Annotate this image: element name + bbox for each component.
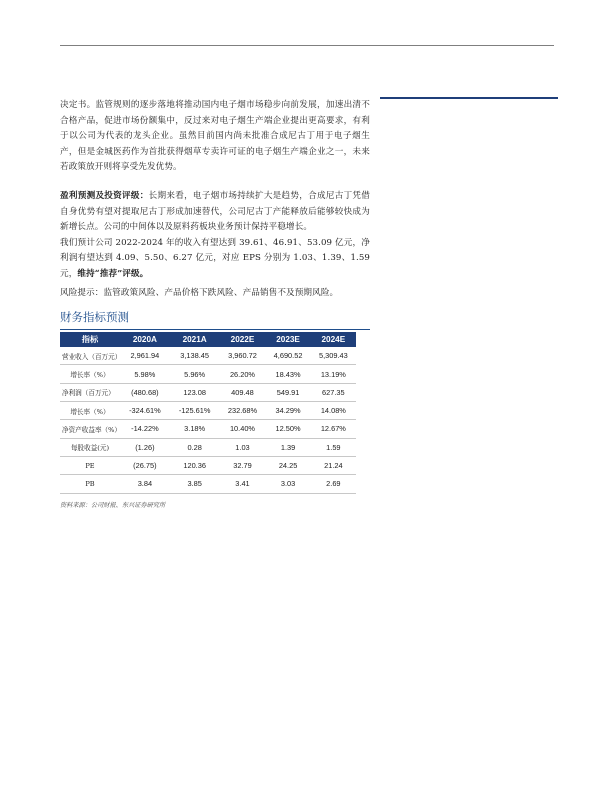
source-note: 资料来源：公司财报、东兴证券研究所 — [60, 501, 166, 509]
row-label: 每股收益(元) — [60, 438, 120, 456]
table-cell: 1.03 — [220, 438, 266, 456]
row-label: 净资产收益率（%） — [60, 420, 120, 438]
table-header-cell: 2022E — [220, 332, 266, 347]
report-body — [60, 98, 370, 509]
forecast-text: 长期来看，电子烟市场持续扩大是趋势，合成尼古丁凭借自身优势有望对提取尼古丁形成加速替代，公司尼古丁产能释放后能够较快成为新增长点。公司的中间体以及原料药板块业务预计保持平稳增长。 — [60, 190, 370, 233]
row-label: 增长率（%） — [60, 365, 120, 383]
table-cell: 14.08% — [311, 402, 356, 420]
table-row — [60, 475, 356, 493]
table-cell: 3.03 — [265, 475, 310, 493]
table-header-cell: 2021A — [170, 332, 220, 347]
table-cell: 5.96% — [170, 365, 220, 383]
paragraph-risk: 风险提示：监管政策风险、产品价格下跌风险、产品销售不及预期风险。 — [60, 287, 339, 298]
table-header-cell: 2023E — [265, 332, 310, 347]
table-row — [60, 402, 356, 420]
table-row — [60, 347, 356, 365]
table-cell: 3.18% — [170, 420, 220, 438]
table-cell: 26.20% — [220, 365, 266, 383]
section-title: 财务指标预测 — [60, 309, 370, 330]
table-cell: (26.75) — [120, 456, 170, 474]
paragraph-regulation: 决定书。监管规则的逐步落地将推动国内电子烟市场稳步向前发展，加速出清不合格产品，促进市场份额集中，反过来对电子烟生产端企业提出更高要求，有利于以公司为代表的龙头企业。虽然目前国内尚未批准合成尼古丁用于电子烟生产，但是金城医药作为首批获得烟草专卖许可证的电子烟生产端企业之一，未来若政策放开则将享受先发优势。 — [60, 100, 370, 173]
table-row — [60, 383, 356, 401]
table-cell: 120.36 — [170, 456, 220, 474]
table-cell: 3.84 — [120, 475, 170, 493]
table-cell: 123.08 — [170, 383, 220, 401]
row-label: 增长率（%） — [60, 402, 120, 420]
table-header-cell: 2024E — [311, 332, 356, 347]
table-cell: (1.26) — [120, 438, 170, 456]
table-cell: 2,961.94 — [120, 347, 170, 365]
row-label: PB — [60, 475, 120, 493]
table-cell: 0.28 — [170, 438, 220, 456]
paragraph-forecast — [60, 189, 370, 236]
row-label: PE — [60, 456, 120, 474]
table-cell: 5,309.43 — [311, 347, 356, 365]
table-cell: 13.19% — [311, 365, 356, 383]
table-cell: 18.43% — [265, 365, 310, 383]
table-cell: (480.68) — [120, 383, 170, 401]
table-cell: -14.22% — [120, 420, 170, 438]
table-cell: 409.48 — [220, 383, 266, 401]
table-cell: 24.25 — [265, 456, 310, 474]
table-cell: 1.59 — [311, 438, 356, 456]
table-row — [60, 420, 356, 438]
forecast-heading: 盈利预测及投资评级： — [60, 190, 149, 201]
row-label: 净利润（百万元） — [60, 383, 120, 401]
table-cell: 3.41 — [220, 475, 266, 493]
table-header-cell: 指标 — [60, 332, 120, 347]
row-label: 营业收入（百万元） — [60, 347, 120, 365]
table-row — [60, 438, 356, 456]
rating-text: 维持“推荐”评级。 — [77, 268, 149, 279]
paragraph-estimates — [60, 236, 370, 283]
table-cell: -125.61% — [170, 402, 220, 420]
header-rule — [60, 45, 554, 46]
table-cell: 2.69 — [311, 475, 356, 493]
table-cell: 34.29% — [265, 402, 310, 420]
table-row — [60, 365, 356, 383]
table-cell: 4,690.52 — [265, 347, 310, 365]
table-header-cell: 2020A — [120, 332, 170, 347]
table-cell: 10.40% — [220, 420, 266, 438]
table-row — [60, 456, 356, 474]
table-cell: 32.79 — [220, 456, 266, 474]
table-cell: 5.98% — [120, 365, 170, 383]
table-cell: 3,138.45 — [170, 347, 220, 365]
financial-forecast-table — [60, 332, 356, 493]
table-cell: 21.24 — [311, 456, 356, 474]
table-header-row — [60, 332, 356, 347]
table-cell: 3.85 — [170, 475, 220, 493]
estimates-text: 我们预计公司 2022-2024 年的收入有望达到 39.61、46.91、53.09 亿元，净利润有望达到 4.09、5.50、6.27 亿元，对应 EPS 分别为 1.03、1.39、1.59 元， — [60, 237, 370, 279]
table-cell: 3,960.72 — [220, 347, 266, 365]
table-cell: -324.61% — [120, 402, 170, 420]
table-cell: 12.67% — [311, 420, 356, 438]
table-cell: 232.68% — [220, 402, 266, 420]
table-cell: 627.35 — [311, 383, 356, 401]
table-cell: 12.50% — [265, 420, 310, 438]
table-cell: 549.91 — [265, 383, 310, 401]
sidebar-rule — [380, 97, 558, 99]
table-cell: 1.39 — [265, 438, 310, 456]
